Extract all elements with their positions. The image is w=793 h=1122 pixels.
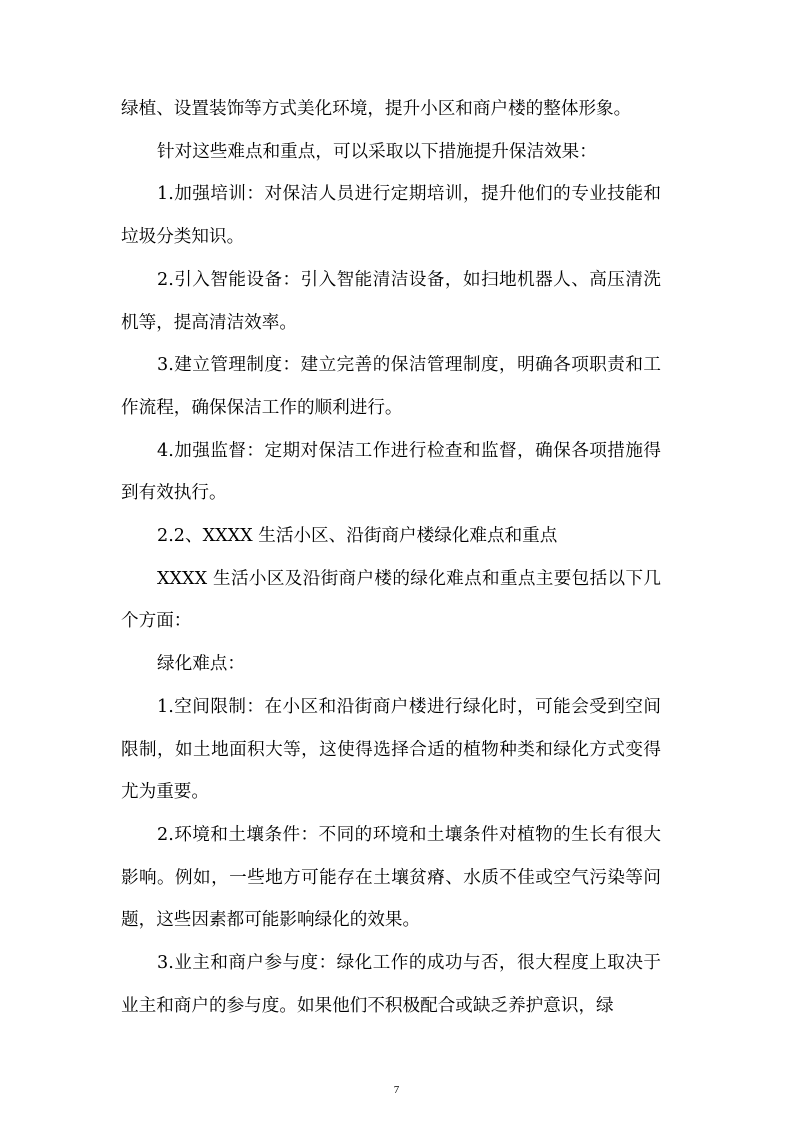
paragraph-measure-training: 1.加强培训：对保洁人员进行定期培训，提升他们的专业技能和垃圾分类知识。 <box>121 184 661 248</box>
subheading-greening-difficulties: 绿化难点： <box>157 654 245 675</box>
paragraph-space-limit: 1.空间限制：在小区和沿街商户楼进行绿化时，可能会受到空间限制，如土地面积大等，这使得选择合适的植物种类和绿化方式变得尤为重要。 <box>121 696 661 803</box>
paragraph-environment-soil: 2.环境和土壤条件：不同的环境和土壤条件对植物的生长有很大影响。例如，一些地方可能存在土壤贫瘠、水质不佳或空气污染等问题，这些因素都可能影响绿化的效果。 <box>121 824 661 931</box>
paragraph-owner-participation: 3.业主和商户参与度：绿化工作的成功与否，很大程度上取决于业主和商户的参与度。如果他们不积极配合或缺乏养护意识，绿 <box>121 953 661 1016</box>
page-number: 7 <box>393 1084 400 1096</box>
paragraph-measure-supervision: 4.加强监督：定期对保洁工作进行检查和监督，确保各项措施得到有效执行。 <box>121 440 661 504</box>
paragraph-measure-equipment: 2.引入智能设备：引入智能清洁设备，如扫地机器人、高压清洗机等，提高清洁效率。 <box>121 269 661 333</box>
paragraph-continuation: 绿植、设置装饰等方式美化环境，提升小区和商户楼的整体形象。 <box>121 99 632 119</box>
paragraph-section-intro: XXXX 生活小区及沿街商户楼的绿化难点和重点主要包括以下几个方面： <box>121 568 661 632</box>
paragraph-measure-management: 3.建立管理制度：建立完善的保洁管理制度，明确各项职责和工作流程，确保保洁工作的顺利进行。 <box>121 355 661 418</box>
section-heading: 2.2、XXXX 生活小区、沿街商户楼绿化难点和重点 <box>157 526 558 547</box>
paragraph-measures-intro: 针对这些难点和重点，可以采取以下措施提升保洁效果： <box>157 141 597 162</box>
document-body <box>121 88 661 1027</box>
